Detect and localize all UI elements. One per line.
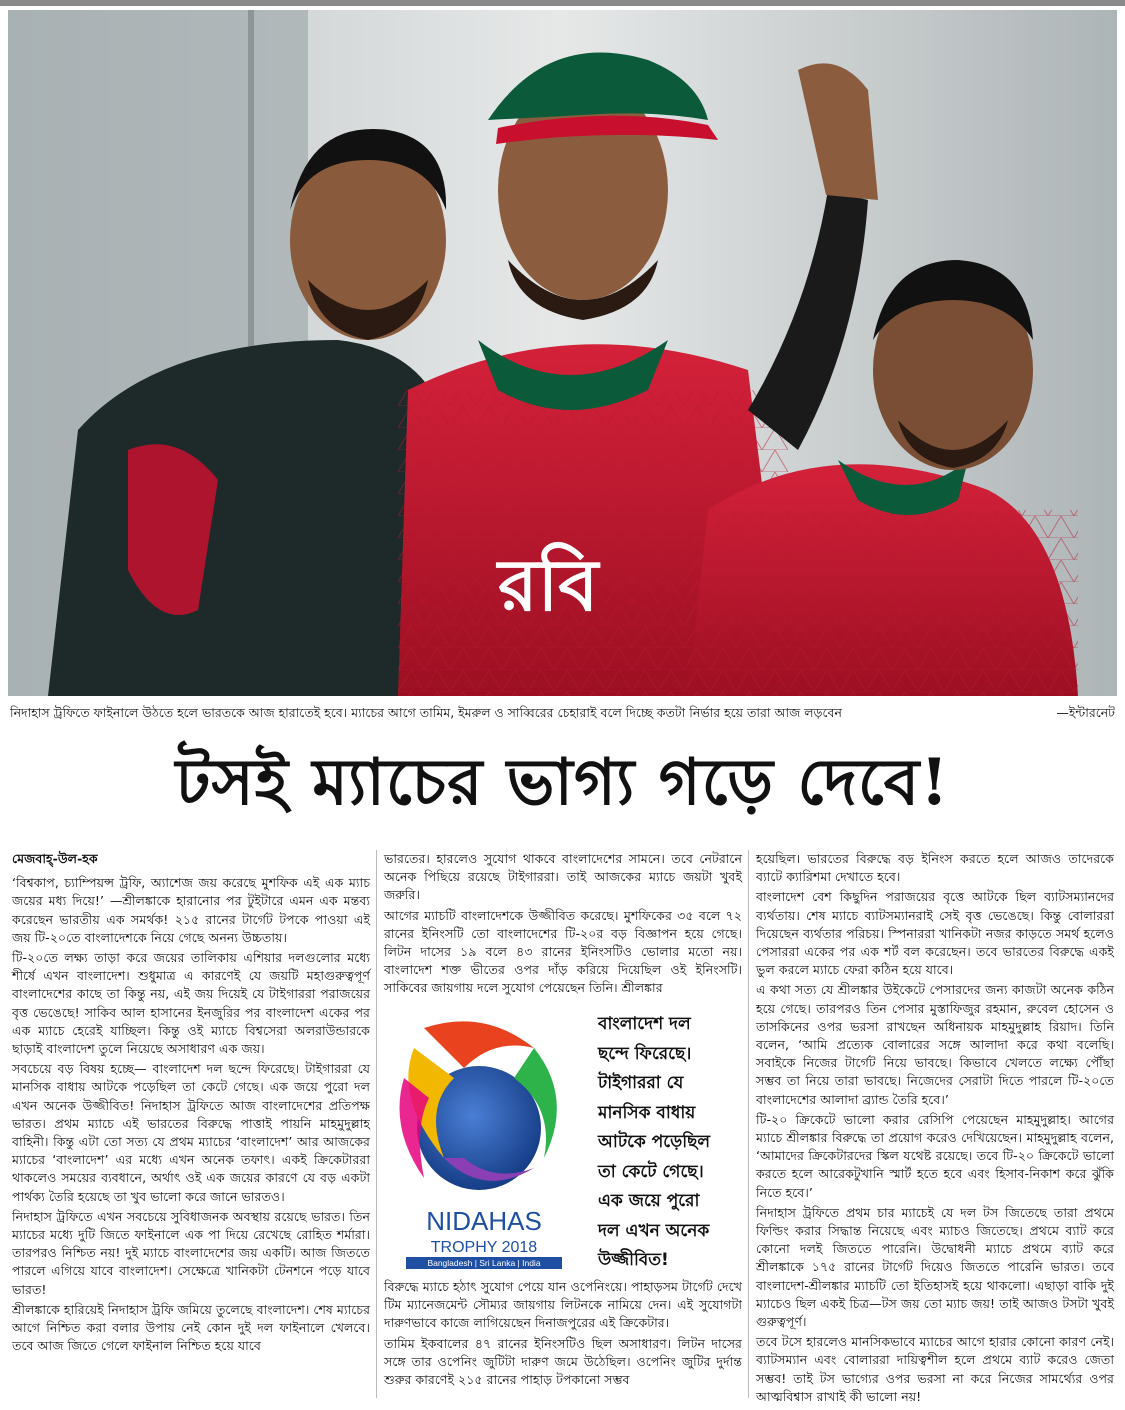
paragraph: আগের ম্যাচটি বাংলাদেশকে উজ্জীবিত করেছে। মুশফিকের ৩৫ বলে ৭২ রানের ইনিংসটি তো বাংলাদেশের টি-২০র বড় বিজ্ঞাপন হয়ে গেছে। লিটন দাসের ১৯ বলে ৪৩ রানের ইনিংসটিও ভোলার মতো নয়। বাংলাদেশ শক্ত ভীতের ওপর দাঁড় করিয়ে দিয়েছিল ওই ইনিংসটি। সাকিবের জায়গায় দলে সুযোগ পেয়েছেন তিনি। শ্রীলঙ্কার [384, 907, 742, 996]
paragraph: সবচেয়ে বড় বিষয় হচ্ছে— বাংলাদেশ দল ছন্দে ফিরেছে। টাইগাররা যে মানসিক বাধায় আটকে পড়েছিল তা কেটে গেছে। এক জয়ে পুরো দল এখন অনেক উজ্জীবিত! নিদাহাস ট্রফিতে আজ বাংলাদেশের প্রতিপক্ষ ভারত। প্রথম ম্যাচে এই ভারতের বিরুদ্ধে পাত্তাই পায়নি মাহমুদুল্লাহ বাহিনী। কিন্তু এটা তো সত্য যে প্রথম ম্যাচের ‘বাংলাদেশ’ আর আজকের ম্যাচের ‘বাংলাদেশ’ এর মধ্যে এখন অনেক তফাৎ। একই ক্রিকেটাররা থাকলেও সময়ের ব্যবধানে, অর্থাৎ ওই এক জয়ের কারণে যে বড় একটা পার্থক্য তৈরি হয়েছে তা খুব ভালো করে জানে ভারতও। [12, 1061, 370, 1204]
jersey-sponsor-text: রবি [498, 543, 599, 627]
paragraph: ‘বিশ্বকাপ, চ্যাম্পিয়ন্স ট্রফি, অ্যাশেজ জয় করেছে মুশফিক এই এক ম্যাচ জয়ের মধ্য দিয়ে!’ —শ্রীলঙ্কাকে হারানোর পর টুইটারে এমন এক মন্তব্য করেছেন ভারতীয় এক সমর্থক! ২১৫ রানের টার্গেট টপকে পাওয়া এই জয় টি-২০তে বাংলাদেশকে নিয়ে গেছে অনন্য উচ্চতায়। [12, 875, 370, 945]
logo-name: NIDAHAS [426, 1206, 542, 1236]
article-column-1 [12, 850, 370, 1357]
logo-sub: TROPHY 2018 [430, 1239, 538, 1256]
pull-quote-line: টাইগাররা যে [598, 1073, 684, 1093]
paragraph: বিরুদ্ধে ম্যাচে হঠাৎ সুযোগ পেয়ে যান ওপেনিংয়ে। পাহাড়সম টার্গেট দেখে টিম ম্যানেজমেন্ট সৌম্যর জায়গায় লিটনকে নামিয়ে দেন। এই সুযোগটা দারুণভাবে কাজে লাগিয়েছেন দিনাজপুরের এই ক্রিকেটার। [384, 1279, 742, 1331]
column-divider [748, 850, 749, 1398]
pull-quote [598, 1010, 744, 1276]
paragraph: হয়েছিল। ভারতের বিরুদ্ধে বড় ইনিংস করতে হলে আজও তাদেরকে ব্যাটে ক্যারিশমা দেখাতে হবে। [756, 851, 1114, 885]
photo-credit: —ইন্টারনেট [1056, 705, 1115, 720]
article-column-2 [384, 850, 742, 1000]
pull-quote-line: ছন্দে ফিরেছে। [598, 1043, 692, 1064]
byline: মেজবাহ্-উল-হক [12, 851, 98, 866]
pull-quote-line: এক জয়ে পুরো [598, 1191, 700, 1211]
paragraph: নিদাহাস ট্রফিতে এখন সবচেয়ে সুবিধাজনক অবস্থায় রয়েছে ভারত। তিন ম্যাচের মধ্যে দুটি জিতে ফাইনালে এক পা দিয়ে রেখেছে রোহিত শর্মারা। তারপরও নিশ্চিত নয়! দুই ম্যাচে বাংলাদেশের জয় একটি। আজ জিততে পারলে এগিয়ে যাবে বাংলাদেশ। সেক্ষেত্রে খানিকটা টেনশনে পড়ে যাবে ভারত! [12, 1208, 370, 1297]
column-divider [376, 850, 377, 1398]
pull-quote-line: আটকে পড়েছিল [598, 1132, 711, 1152]
paragraph: টি-২০তে লক্ষ্য তাড়া করে জয়ের তালিকায় এশিয়ার দলগুলোর মধ্যে শীর্ষে এখন বাংলাদেশ। শুধুমাত্র এ কারণেই যে জয়টি মহাগুরুত্বপূর্ণ বাংলাদেশের কাছে তা কিন্তু নয়, এই জয় দিয়েই যে টাইগাররা পরাজয়ের বৃত্ত ভেঙেছে! সাকিব আল হাসানের ইনজুরির পর বাংলাদেশ একের পর এক ম্যাচে হেরেই যাচ্ছিল। কিন্তু ওই ম্যাচে বিশ্বসেরা অলরাউন্ডারকে ছাড়াই বাংলাদেশ তুলে নিয়েছে অসাধারণ এক জয়। [12, 950, 370, 1057]
pull-quote-line: দল এখন অনেক [598, 1220, 710, 1241]
paragraph: নিদাহাস ট্রফিতে প্রথম চার ম্যাচেই যে দল টস জিতেছে তারা প্রথমে ফিল্ডিং করার সিদ্ধান্ত নিয়েছে এবং ম্যাচও জিতেছে। প্রথমে ব্যাট করে কোনো দলই জিততে পারেনি। উদ্বোধনী ম্যাচে প্রথমে ব্যাট করে শ্রীলঙ্কাকে ১৭৫ রানের টার্গেট দিয়েও জিততে পারেনি ভারত। তবে বাংলাদেশ-শ্রীলঙ্কার ম্যাচটি তো ইতিহাসই হয়ে থাকলো। এছাড়া বাকি দুই ম্যাচেও ছিল একই চিত্র—টস জয় তো ম্যাচ জয়! তাই আজও টসটা খুবই গুরুত্বপূর্ণ। [756, 1204, 1114, 1330]
article-column-2-bottom [384, 1278, 742, 1391]
headline: টসই ম্যাচের ভাগ্য গড়ে দেবে! [175, 745, 950, 820]
paragraph: শ্রীলঙ্কাকে হারিয়েই নিদাহাস ট্রফি জমিয়ে তুলেছে বাংলাদেশ। শেষ ম্যাচের আগে নিশ্চিত করা বলার উপায় নেই কোন দুই দল ফাইনালে খেলবে। তবে আজ জিতে গেলে ফাইনাল নিশ্চিত হয়ে যাবে [12, 1301, 370, 1354]
nidahas-trophy-logo [384, 1008, 584, 1270]
top-rule [0, 0, 1125, 6]
photo-caption-row [10, 703, 1115, 723]
pull-quote-line: বাংলাদেশ দল [598, 1014, 691, 1034]
article-column-3 [756, 850, 1114, 1408]
news-photo [8, 10, 1117, 696]
trophy-ball-icon [384, 1008, 584, 1270]
paragraph: টি-২০ ক্রিকেটে ভালো করার রেসিপি পেয়েছেন মাহমুদুল্লাহ। আগের ম্যাচে শ্রীলঙ্কার বিরুদ্ধে তা প্রয়োগ করেও দেখিয়েছেন। মাহমুদুল্লাহ বলেন, ‘আমাদের ক্রিকেটারদের স্কিল যথেষ্ট রয়েছে। তবে টি-২০ ক্রিকেটে ভালো করতে হলে আরেকটুখানি স্মার্ট হতে হবে এবং হিসাব-নিকাশ করে ঝুঁকি নিতে হবে।’ [756, 1111, 1114, 1200]
paragraph: এ কথা সত্য যে শ্রীলঙ্কার উইকেটে পেসারদের জন্য কাজটা অনেক কঠিন হয়ে গেছে। তারপরও তিন পেসার মুস্তাফিজুর রহমান, রুবেল হোসেন ও তাসকিনের ওপর ভরসা রাখছেন অধিনায়ক মাহমুদুল্লাহ রিয়াদ। তিনি বলেন, ‘আমি প্রত্যেক বোলারের সঙ্গে আলাদা করে কথা বলেছি। সবাইকে নিজের টার্গেট নিয়ে ভাবছে। কিভাবে খেলতে লক্ষ্যে পৌঁছা সম্ভব তা নিয়ে তারা ভাবছে। নিজেদের সেরাটা দিতে পারলে টি-২০তে বাংলাদেশের আলাদা ব্র্যান্ড তৈরি হবে।’ [756, 982, 1114, 1107]
paragraph: তবে টসে হারলেও মানসিকভাবে ম্যাচের আগে হারার কোনো কারণ নেই। ব্যাটসম্যান এবং বোলাররা দায়িত্বশীল হলে প্রথমে ব্যাট করেও জেতা সম্ভব! তাই টস ভাগ্যের ওপর ভরসা না করে নিজের সামর্থ্যের ওপর আত্মবিশ্বাস রাখাই কী ভালো নয়! [756, 1334, 1114, 1404]
paragraph: ভারতের। হারলেও সুযোগ থাকবে বাংলাদেশের সামনে। তবে নেটরানে অনেক পিছিয়ে রয়েছে টাইগাররা। তাই আজকের ম্যাচে জয়টা খুবই জরুরি। [384, 851, 742, 903]
players-illustration [8, 10, 1117, 696]
pull-quote-line: তা কেটে গেছে। [598, 1161, 704, 1182]
pull-quote-line: উজ্জীবিত! [598, 1250, 669, 1270]
paragraph: বাংলাদেশ বেশ কিছুদিন পরাজয়ের বৃত্তে আটকে ছিল ব্যাটসম্যানদের ব্যর্থতায়। শেষ ম্যাচে ব্যাটসম্যানরাই সেই বৃত্ত ভেঙেছে। কিন্তু বোলাররা দিয়েছেন ব্যর্থতার পরিচয়। স্পিনাররা খানিকটা নজর কাড়তে সমর্থ হলেও পেসাররা একের পর এক শর্ট বল করেছেন। তবে ভারতের বিরুদ্ধে একই ভুল করলে ম্যাচে ফেরা কঠিন হয়ে যাবে। [756, 889, 1114, 978]
logo-tag: Bangladesh | Sri Lanka | India [427, 1258, 541, 1268]
pull-quote-line: মানসিক বাধায় [598, 1102, 696, 1123]
paragraph: তামিম ইকবালের ৪৭ রানের ইনিংসটিও ছিল অসাধারণ। লিটন দাসের সঙ্গে তার ওপেনিং জুটিটা দারুণ জমে উঠেছিল। ওপেনিং জুটির দুর্দান্ত শুরুর কারণেই ২১৫ রানের পাহাড় টপকানো সম্ভব [384, 1335, 742, 1388]
photo-caption: নিদাহাস ট্রফিতে ফাইনালে উঠতে হলে ভারতকে আজ হারাতেই হবে। ম্যাচের আগে তামিম, ইমরুল ও সাব্বিরের চেহারাই বলে দিচ্ছে কতটা নির্ভার হয়ে তারা আজ লড়বেন [10, 705, 842, 720]
